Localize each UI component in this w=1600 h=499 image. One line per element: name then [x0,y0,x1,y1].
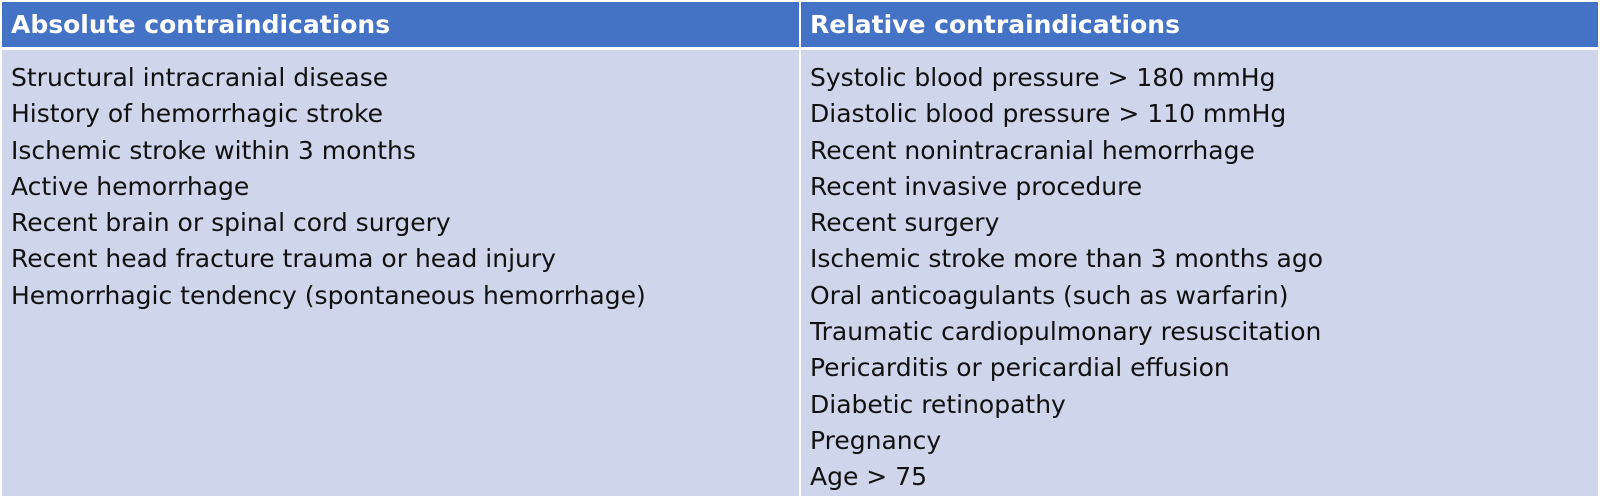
header-absolute-contraindications: Absolute contraindications [2,2,799,47]
list-item: Active hemorrhage [11,171,250,201]
list-item: History of hemorrhagic stroke [11,99,383,129]
relative-contraindications-cell [801,50,1598,496]
list-item: Recent invasive procedure [810,171,1143,201]
absolute-contraindications-cell [2,50,799,496]
list-item: Recent brain or spinal cord surgery [11,208,451,238]
list-item: Pregnancy [810,425,942,455]
list-item: Recent head fracture trauma or head injury [11,244,556,274]
list-item: Structural intracranial disease [11,63,389,92]
list-item: Oral anticoagulants (such as warfarin) [810,280,1289,310]
list-item: Recent nonintracranial hemorrhage [810,135,1255,165]
contraindications-table [2,2,1598,496]
list-item: Recent surgery [810,208,1000,238]
list-item: Pericarditis or pericardial effusion [810,353,1230,383]
table-body-row [2,50,1598,496]
list-item: Diastolic blood pressure > 110 mmHg [810,99,1287,129]
list-item: Diabetic retinopathy [810,389,1066,419]
list-item: Age > 75 [810,462,928,492]
list-item: Ischemic stroke more than 3 months ago [810,244,1324,274]
list-item: Ischemic stroke within 3 months [11,135,416,165]
header-relative-contraindications: Relative contraindications [801,2,1598,47]
list-item: Systolic blood pressure > 180 mmHg [810,63,1276,92]
list-item: Hemorrhagic tendency (spontaneous hemorrhage) [11,280,646,310]
list-item: Traumatic cardiopulmonary resuscitation [810,317,1322,347]
table-header-row [2,2,1598,47]
